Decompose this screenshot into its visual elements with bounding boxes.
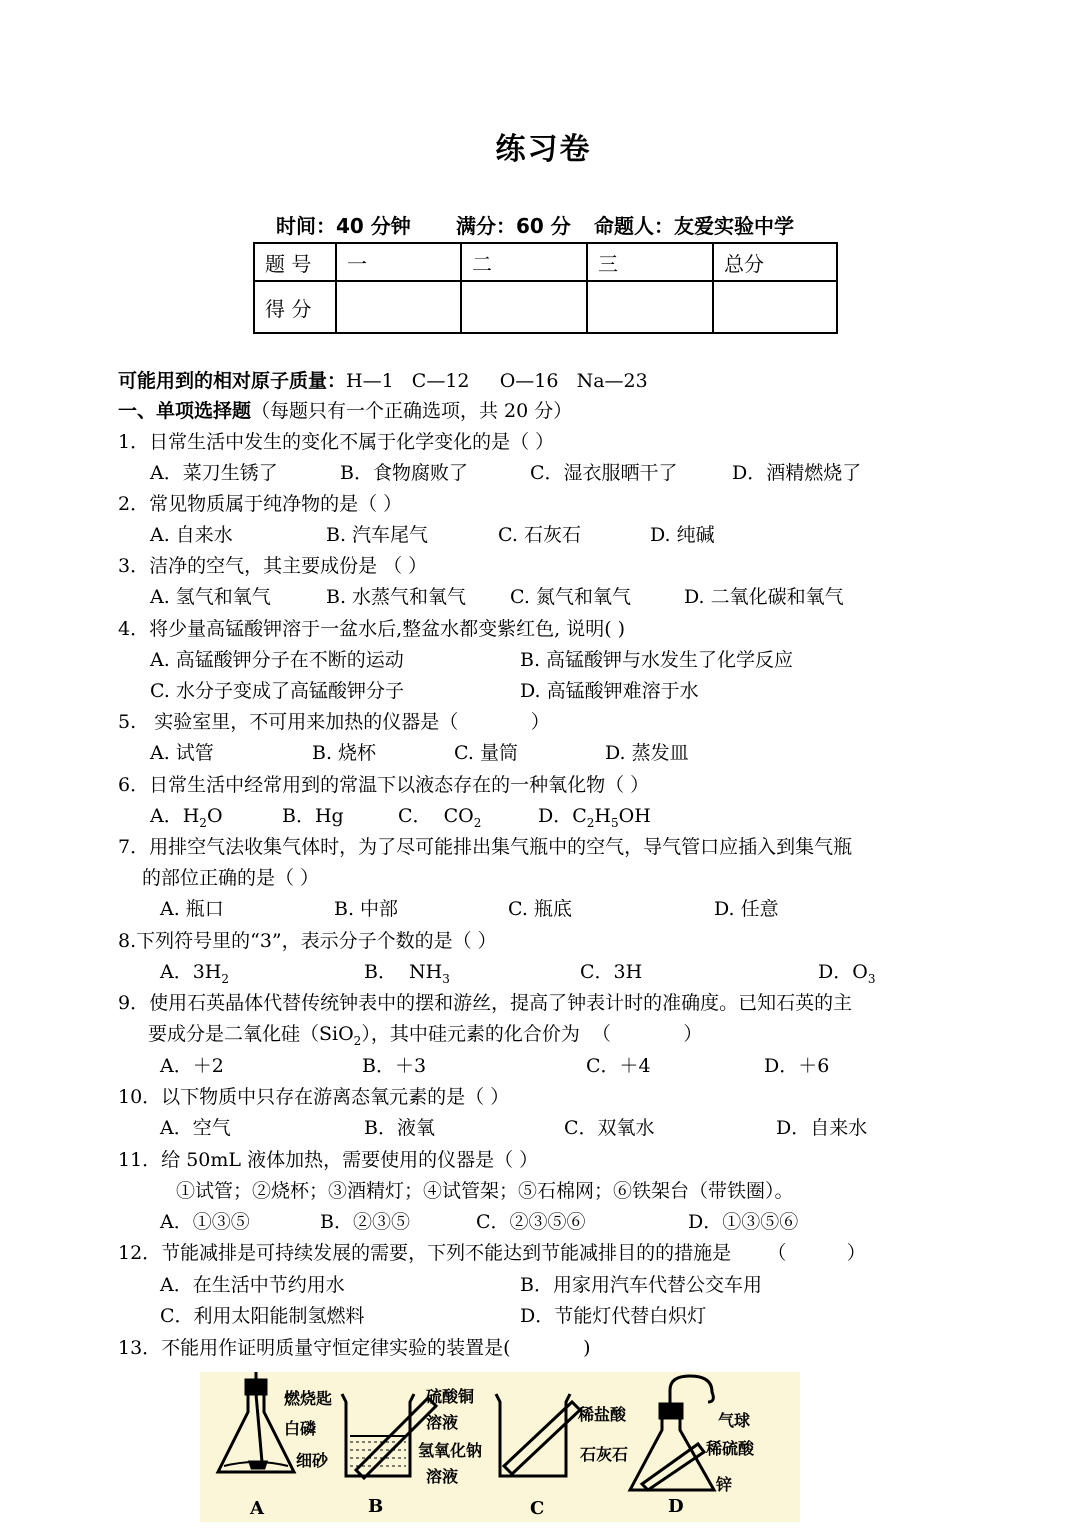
q11-option-d: D．①③⑤⑥ (688, 1211, 799, 1233)
figure-label-b: B (368, 1496, 384, 1517)
exam-full-score: 满分：60 分 (456, 214, 571, 238)
q1-option-c: C．湿衣服晒干了 (530, 462, 678, 484)
exam-time: 时间：40 分钟 (276, 214, 411, 238)
apparatus-d (630, 1376, 714, 1490)
q8-option-c: C．3H (580, 961, 643, 983)
q3-option-a: A. 氢气和氧气 (150, 586, 271, 608)
question-13: 13．不能用作证明质量守恒定律实验的装置是( ) (118, 1337, 591, 1359)
q12-option-d: D．节能灯代替白炽灯 (520, 1305, 707, 1327)
q9-option-d: D．＋6 (764, 1055, 830, 1077)
q8-b-text: B． NH (364, 961, 443, 983)
q6-d-text2: H (594, 805, 611, 827)
question-3: 3．洁净的空气，其主要成份是 （ ） (118, 555, 428, 577)
question-8: 8.下列符号里的“3”，表示分子个数的是（ ） (118, 930, 497, 952)
q10-option-b: B．液氧 (364, 1117, 435, 1139)
figure-label-d: D (668, 1496, 684, 1517)
question-2: 2．常见物质属于纯净物的是（ ） (118, 493, 403, 515)
apparatus-svg (200, 1372, 800, 1522)
score-header-3: 三 (587, 243, 713, 281)
atomic-mass-line (118, 366, 648, 393)
a-label-sand: 细砂 (296, 1451, 329, 1470)
q1-option-b: B．食物腐败了 (340, 462, 468, 484)
q4-option-a: A. 高锰酸钾分子在不断的运动 (150, 649, 404, 671)
a-label-spoon: 燃烧匙 (284, 1389, 333, 1408)
score-header-1: 一 (336, 243, 461, 281)
q6-d-text: D．C (538, 805, 587, 827)
q11-option-c: C．②③⑤⑥ (476, 1211, 586, 1233)
b-label-naoh: 氢氧化钠 (418, 1441, 483, 1460)
q3-option-c: C. 氮气和氧气 (510, 586, 631, 608)
score-cell-total[interactable] (713, 281, 837, 333)
score-cell-2[interactable] (461, 281, 587, 333)
score-cell-3[interactable] (587, 281, 713, 333)
q6-a-text: A．H (150, 805, 200, 827)
q10-option-a: A．空气 (160, 1117, 231, 1139)
q4-option-b: B. 高锰酸钾与水发生了化学反应 (520, 649, 794, 671)
q1-option-d: D．酒精燃烧了 (732, 462, 862, 484)
q7-option-b: B. 中部 (334, 898, 399, 920)
question-7-cont: 的部位正确的是（ ） (142, 867, 320, 889)
q9-text-2: ），其中硅元素的化合价为 （ ） (361, 1023, 703, 1045)
q1-option-a: A．菜刀生锈了 (150, 462, 278, 484)
q6-c-text: C． CO (398, 805, 474, 827)
q5-option-a: A. 试管 (150, 742, 214, 764)
q3-option-b: B. 水蒸气和氧气 (326, 586, 467, 608)
b-label-solution-1: 溶液 (426, 1413, 459, 1432)
question-5: 5. 实验室里，不可用来加热的仪器是（ ） (118, 711, 550, 733)
section-heading (118, 396, 572, 423)
q12-option-b: B．用家用汽车代替公交车用 (520, 1274, 762, 1296)
d-label-zinc: 锌 (716, 1475, 733, 1494)
q7-option-a: A. 瓶口 (160, 898, 224, 920)
q9-option-b: B．＋3 (362, 1055, 427, 1077)
q2-option-c: C. 石灰石 (498, 524, 581, 546)
question-11: 11．给 50mL 液体加热，需要使用的仪器是（ ） (118, 1149, 539, 1171)
q10-option-d: D．自来水 (776, 1117, 868, 1139)
a-label-phosphorus: 白磷 (284, 1419, 317, 1438)
q11-instrument-list: ①试管；②烧杯；③酒精灯；④试管架；⑤石棉网；⑥铁架台（带铁圈）。 (176, 1180, 794, 1202)
section-note: （每题只有一个正确选项，共 20 分） (251, 400, 573, 422)
c-label-limestone: 石灰石 (580, 1445, 629, 1464)
q8-option-a: A．$3H_2$ (160, 961, 230, 986)
c-label-hcl: 稀盐酸 (578, 1405, 627, 1424)
q8-option-b: B． $NH_3$ (364, 961, 450, 986)
d-label-balloon: 气球 (718, 1411, 751, 1430)
q8-d-text: D．O (818, 961, 868, 983)
question-4: 4．将少量高锰酸钾溶于一盆水后,整盆水都变紫红色, 说明( ) (118, 618, 626, 640)
section-title: 一、单项选择题 (118, 400, 252, 422)
q6-d-text3: OH (618, 805, 651, 827)
q2-option-d: D. 纯碱 (650, 524, 715, 546)
q9-option-a: A．＋2 (160, 1055, 224, 1077)
apparatus-c (496, 1394, 580, 1476)
q8-a-text: A．3H (160, 961, 222, 983)
question-1: 1．日常生活中发生的变化不属于化学变化的是（ ） (118, 431, 555, 453)
q6-option-a: A．$H_2O$ (150, 805, 223, 830)
q12-option-c: C．利用太阳能制氢燃料 (160, 1305, 365, 1327)
score-header-label: 题 号 (254, 243, 336, 281)
q9-text-1: 要成分是二氧化硅（SiO (148, 1023, 354, 1045)
q12-option-a: A．在生活中节约用水 (160, 1274, 345, 1296)
q2-option-b: B. 汽车尾气 (326, 524, 429, 546)
q2-option-a: A. 自来水 (150, 524, 233, 546)
q6-a-text2: O (206, 805, 223, 827)
q10-option-c: C．双氧水 (564, 1117, 655, 1139)
q9-option-c: C．＋4 (586, 1055, 651, 1077)
q7-option-d: D. 任意 (714, 898, 779, 920)
q5-option-d: D. 蒸发皿 (605, 742, 689, 764)
apparatus-b (342, 1394, 436, 1478)
b-label-solution-2: 溶液 (426, 1467, 459, 1486)
score-cell-1[interactable] (336, 281, 461, 333)
q5-option-c: C. 量筒 (454, 742, 518, 764)
score-header-total: 总分 (713, 243, 837, 281)
q4-option-d: D. 高锰酸钾难溶于水 (520, 680, 699, 702)
q5-option-b: B. 烧杯 (312, 742, 377, 764)
question-7: 7．用排空气法收集气体时，为了尽可能排出集气瓶中的空气，导气管口应插入到集气瓶 (118, 836, 853, 858)
question-9: 9．使用石英晶体代替传统钟表中的摆和游丝，提高了钟表计时的准确度。已知石英的主 (118, 992, 853, 1014)
q7-option-c: C. 瓶底 (508, 898, 572, 920)
q6-option-d: D．$C_2H_5OH$ (538, 805, 651, 830)
atomic-mass-values: H—1 C—12 O—16 Na—23 (346, 370, 648, 392)
q4-option-c: C. 水分子变成了高锰酸钾分子 (150, 680, 404, 702)
q11-option-b: B．②③⑤ (320, 1211, 410, 1233)
question-12: 12．节能减排是可持续发展的需要，下列不能达到节能减排目的的措施是 （ ） (118, 1242, 866, 1264)
figure-label-c: C (530, 1498, 545, 1519)
q11-option-a: A．①③⑤ (160, 1211, 250, 1233)
q8-option-d: D．$O_3$ (818, 961, 876, 986)
q6-option-b: B．Hg (282, 805, 344, 827)
b-label-copper-sulfate: 硫酸铜 (426, 1387, 475, 1406)
figure-label-a: A (250, 1498, 264, 1519)
atomic-mass-label: 可能用到的相对原子质量： (118, 370, 347, 392)
exam-author: 命题人：友爱实验中学 (594, 214, 794, 238)
page-title: 练习卷 (495, 132, 592, 167)
question-6: 6．日常生活中经常用到的常温下以液态存在的一种氧化物（ ） (118, 774, 650, 796)
apparatus-figure (200, 1372, 800, 1522)
d-label-dilute-sulfuric: 稀硫酸 (706, 1439, 755, 1458)
question-9-cont: 要成分是二氧化硅（SiO$_2$），其中硅元素的化合价为 （ ） (148, 1023, 703, 1048)
score-table (253, 242, 838, 334)
question-10: 10．以下物质中只存在游离态氧元素的是（ ） (118, 1086, 510, 1108)
score-header-2: 二 (461, 243, 587, 281)
apparatus-a (218, 1372, 294, 1472)
score-row-label: 得 分 (254, 281, 336, 333)
q3-option-d: D. 二氧化碳和氧气 (684, 586, 844, 608)
q6-option-c: C． $CO_2$ (398, 805, 482, 830)
